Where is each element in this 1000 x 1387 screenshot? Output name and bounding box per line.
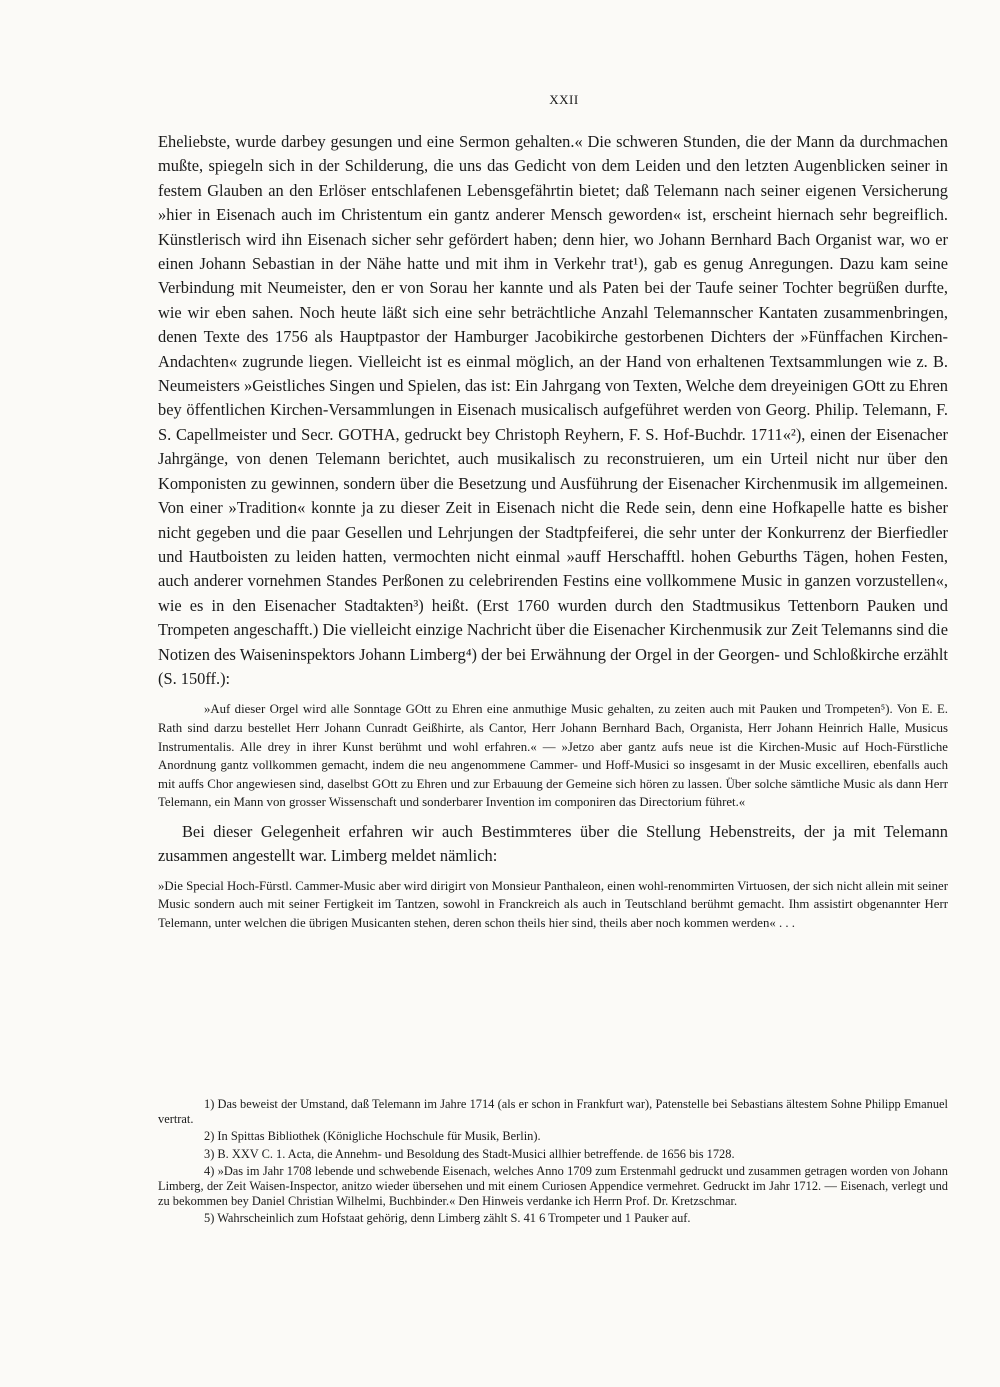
paragraph-2: Bei dieser Gelegenheit erfahren wir auch Bestimmteres über die Stellung Hebenstreits, der ja mit Telemann zusammen angestellt war. Limberg meldet nämlich: bbox=[158, 821, 948, 866]
footnote-2: 2) In Spittas Bibliothek (Königliche Hochschule für Musik, Berlin). bbox=[204, 1129, 541, 1144]
footnotes bbox=[158, 1097, 948, 1229]
main-text bbox=[158, 130, 948, 941]
quote-2: »Die Special Hoch-Fürstl. Cammer-Music aber wird dirigirt von Monsieur Panthaleon, einen wohl-renommirten Virtuosen, der sich nicht allein mit seiner Music sondern auch mit seiner Fertigkeit im Tantzen, sowohl in Franckreich als auch in Teutschland berühmt gemacht. Ihm assistirt obgenannter Herr Telemann, unter welchen die übrigen Musicanten stehen, deren schon theils hier sind, theils aber noch kommen werden« . . . bbox=[158, 878, 948, 930]
quote-1: »Auf dieser Orgel wird alle Sonntage GOtt zu Ehren eine anmuthige Music gehalten, zu zeiten auch mit Pauken und Trompeten⁵). Von E. E. Rath sind darzu bestellet Herr Johann Cunradt Geißhirte, als Cantor, Herr Johann Bernhard Bach, Organista, Herr Johann Heinrich Halle, Musicus Instrumentalis. Alle drey in ihrer Kunst berühmt und wohl erfahren.« — »Jetzo aber gantz aufs neue ist die Kirchen-Music auf Hoch-Fürstliche Anordnung gantz vollkommen gemacht, indem die neu angenommene Cammer- und Hoff-Musici so insgesamt in der Music excelliren, ebenfalls auch mit auffs Chor angewiesen sind, daselbst GOtt zu Ehren und zur Erbauung der Gemeine sich hören zu lassen. Über solche sämtliche Music als dann Herr Telemann, ein Mann von grosser Wissenschaft und sonderbarer Invention im componiren das Directorium führet.« bbox=[158, 702, 948, 810]
page-number: XXII bbox=[549, 92, 579, 107]
paragraph-1: Eheliebste, wurde darbey gesungen und eine Sermon gehalten.« Die schweren Stunden, die der Mann da durchmachen mußte, spiegeln sich in der Schilderung, die uns das Gedicht von dem Leiden und den letzten Augenblicken seiner in festem Glauben an den Erlöser entschlafenen Lebensgefährtin bietet; daß Telemann nach seiner eigenen Versicherung »hier in Eisenach auch im Christentum ein gantz anderer Mensch geworden« ist, erscheint hiernach sehr begreiflich. Künstlerisch wird ihn Eisenach sicher sehr gefördert haben; denn hier, wo Johann Bernhard Bach Organist war, wo er einen Johann Sebastian in der Nähe hatte und mit ihm in Verkehr trat¹), gab es genug Anregungen. Dazu kam seine Verbindung mit Neumeister, den er von Sorau her kannte und als Paten bei der Taufe seiner Tochter begrüßen durfte, wie wir eben sahen. Noch heute läßt sich eine sehr beträchtliche Anzahl Telemannscher Kantaten zusammenbringen, denen Texte des 1756 als Hauptpastor der Hamburger Jacobikirche gestorbenen Dichters der »Fünffachen Kirchen-Andachten« zugrunde liegen. Vielleicht ist es einmal möglich, an der Hand von erhaltenen Textsammlungen wie z. B. Neumeisters »Geistliches Singen und Spielen, das ist: Ein Jahrgang von Texten, Welche dem dreyeinigen GOtt zu Ehren bey öffentlichen Kirchen-Versammlungen in Eisenach musicalisch aufgeführet werden von Georg. Philip. Telemann, F. S. Capellmeister und Secr. GOTHA, gedruckt bey Christoph Reyhern, F. S. Hof-Buchdr. 1711«²), einen der Eisenacher Jahrgänge, von denen Telemann berichtet, auch musikalisch zu reconstruieren, um ein Urteil nicht nur über den Komponisten zu gewinnen, sondern über die Besetzung und Ausführung der Eisenacher Kirchenmusik im allgemeinen. Von einer »Tradition« konnte ja zu dieser Zeit in Eisenach nicht die Rede sein, denn eine Hofkapelle hatte es bisher nicht gegeben und die paar Gesellen und Lehrjungen der Stadtpfeiferei, die sehr unter der Konkurrenz der Bierfiedler und Hautboisten zu leiden hatten, vermochten nicht einmal »auff Herschafftl. hohen Geburths Tägen, hohen Festen, auch anderer vornehmen Standes Perßonen zu celebrirenden Festins eine vollkommene Music in ganzen vorzustellen«, wie es in den Eisenacher Stadtakten³) heißt. (Erst 1760 wurden durch den Stadtmusikus Tettenborn Pauken und Trompeten angeschafft.) Die vielleicht einzige Nachricht über die Eisenacher Kirchenmusik zur Zeit Telemanns sind die Notizen des Waiseninspektors Johann Limberg⁴) der bei Erwähnung der Orgel in der Georgen- und Schloßkirche erzählt (S. 150ff.): bbox=[158, 132, 948, 688]
footnote-3: 3) B. XXV C. 1. Acta, die Annehm- und Besoldung des Stadt-Musici allhier betreffende. de 1656 bis 1728. bbox=[204, 1146, 735, 1161]
footnote-1: 1) Das beweist der Umstand, daß Telemann im Jahre 1714 (als er schon in Frankfurt war), Patenstelle bei Sebastians ältestem Sohne Philipp Emanuel vertrat. bbox=[158, 1097, 948, 1127]
footnote-5: 5) Wahrscheinlich zum Hofstaat gehörig, denn Limberg zählt S. 41 6 Trompeter und 1 Pauker auf. bbox=[204, 1211, 691, 1226]
footnote-4: 4) »Das im Jahr 1708 lebende und schwebende Eisenach, welches Anno 1709 zum Erstenmahl gedruckt und zusammen getragen worden von Johann Limberg, der Zeit Waisen-Inspector, anitzo wieder übersehen und mit einem Curiosen Appendice vermehret. Gedruckt im Jahr 1712. — Eisenach, verlegt und zu bekommen bey Daniel Christian Wilhelmi, Buchbinder.« Den Hinweis verdanke ich Herrn Prof. Dr. Kretzschmar. bbox=[158, 1163, 948, 1209]
